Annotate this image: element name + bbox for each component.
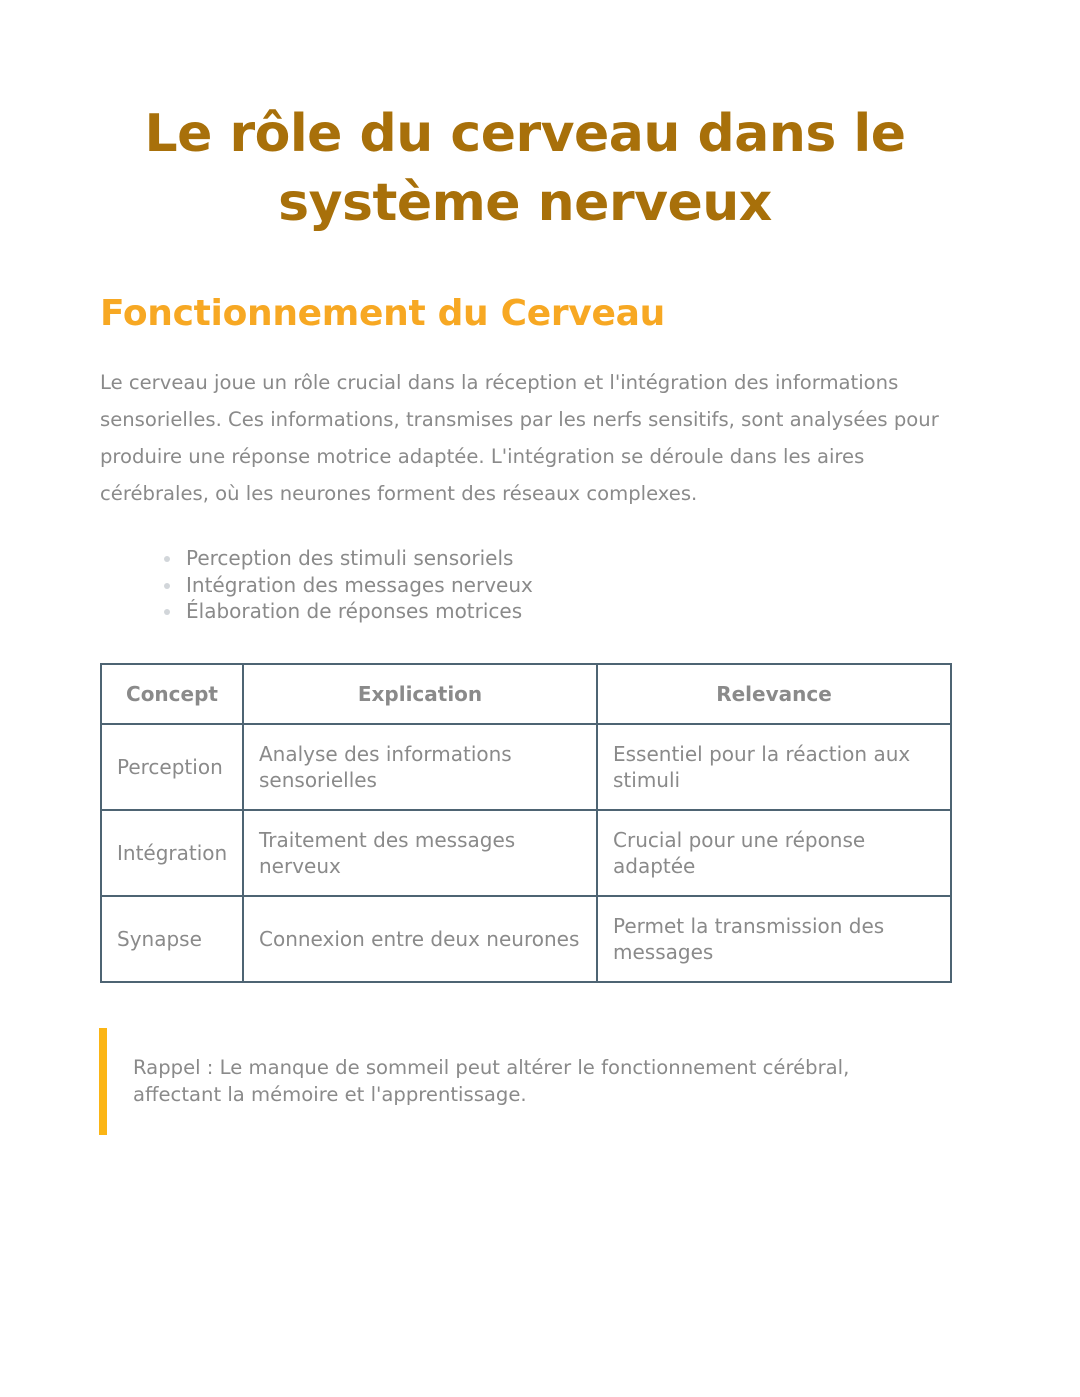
- bullet-list: [186, 545, 533, 625]
- table-cell: Perception: [101, 724, 243, 810]
- section-title: Fonctionnement du Cerveau: [100, 293, 665, 334]
- bullet-icon: [164, 609, 170, 615]
- table-row: [101, 810, 951, 896]
- table-cell: Synapse: [101, 896, 243, 982]
- header-relevance: Relevance: [597, 664, 951, 724]
- table-header-row: [101, 664, 951, 724]
- table-cell: Intégration: [101, 810, 243, 896]
- list-item: [186, 545, 533, 572]
- header-explication: Explication: [243, 664, 597, 724]
- table-cell: Analyse des informations sensorielles: [243, 724, 597, 810]
- table-row: [101, 724, 951, 810]
- callout-text: Rappel : Le manque de sommeil peut altérer le fonctionnement cérébral, affectant la mémoire et l'apprentissage.: [133, 1056, 850, 1106]
- list-item: [186, 598, 533, 625]
- page-title: Le rôle du cerveau dans le système nerveux: [144, 104, 906, 233]
- bullet-icon: [164, 556, 170, 562]
- list-item-text: Perception des stimuli sensoriels: [186, 546, 514, 570]
- table-cell: Connexion entre deux neurones: [243, 896, 597, 982]
- reminder-callout: [99, 1028, 950, 1135]
- concept-table: [100, 663, 952, 983]
- list-item-text: Élaboration de réponses motrices: [186, 599, 523, 623]
- header-concept: Concept: [101, 664, 243, 724]
- list-item-text: Intégration des messages nerveux: [186, 572, 533, 597]
- table-cell: Essentiel pour la réaction aux stimuli: [597, 724, 951, 810]
- table-cell: Traitement des messages nerveux: [243, 810, 597, 896]
- intro-paragraph: Le cerveau joue un rôle crucial dans la réception et l'intégration des informations sensorielles. Ces informations, transmises par les nerfs sensitifs, sont analysées pour produire une réponse motrice adaptée. L'intégration se déroule dans les aires cérébrales, où les neurones forment des réseaux complexes.: [100, 371, 939, 505]
- table-cell: Crucial pour une réponse adaptée: [597, 810, 951, 896]
- table-row: [101, 896, 951, 982]
- list-item: [186, 572, 533, 599]
- bullet-icon: [164, 583, 170, 589]
- table-cell: Permet la transmission des messages: [597, 896, 951, 982]
